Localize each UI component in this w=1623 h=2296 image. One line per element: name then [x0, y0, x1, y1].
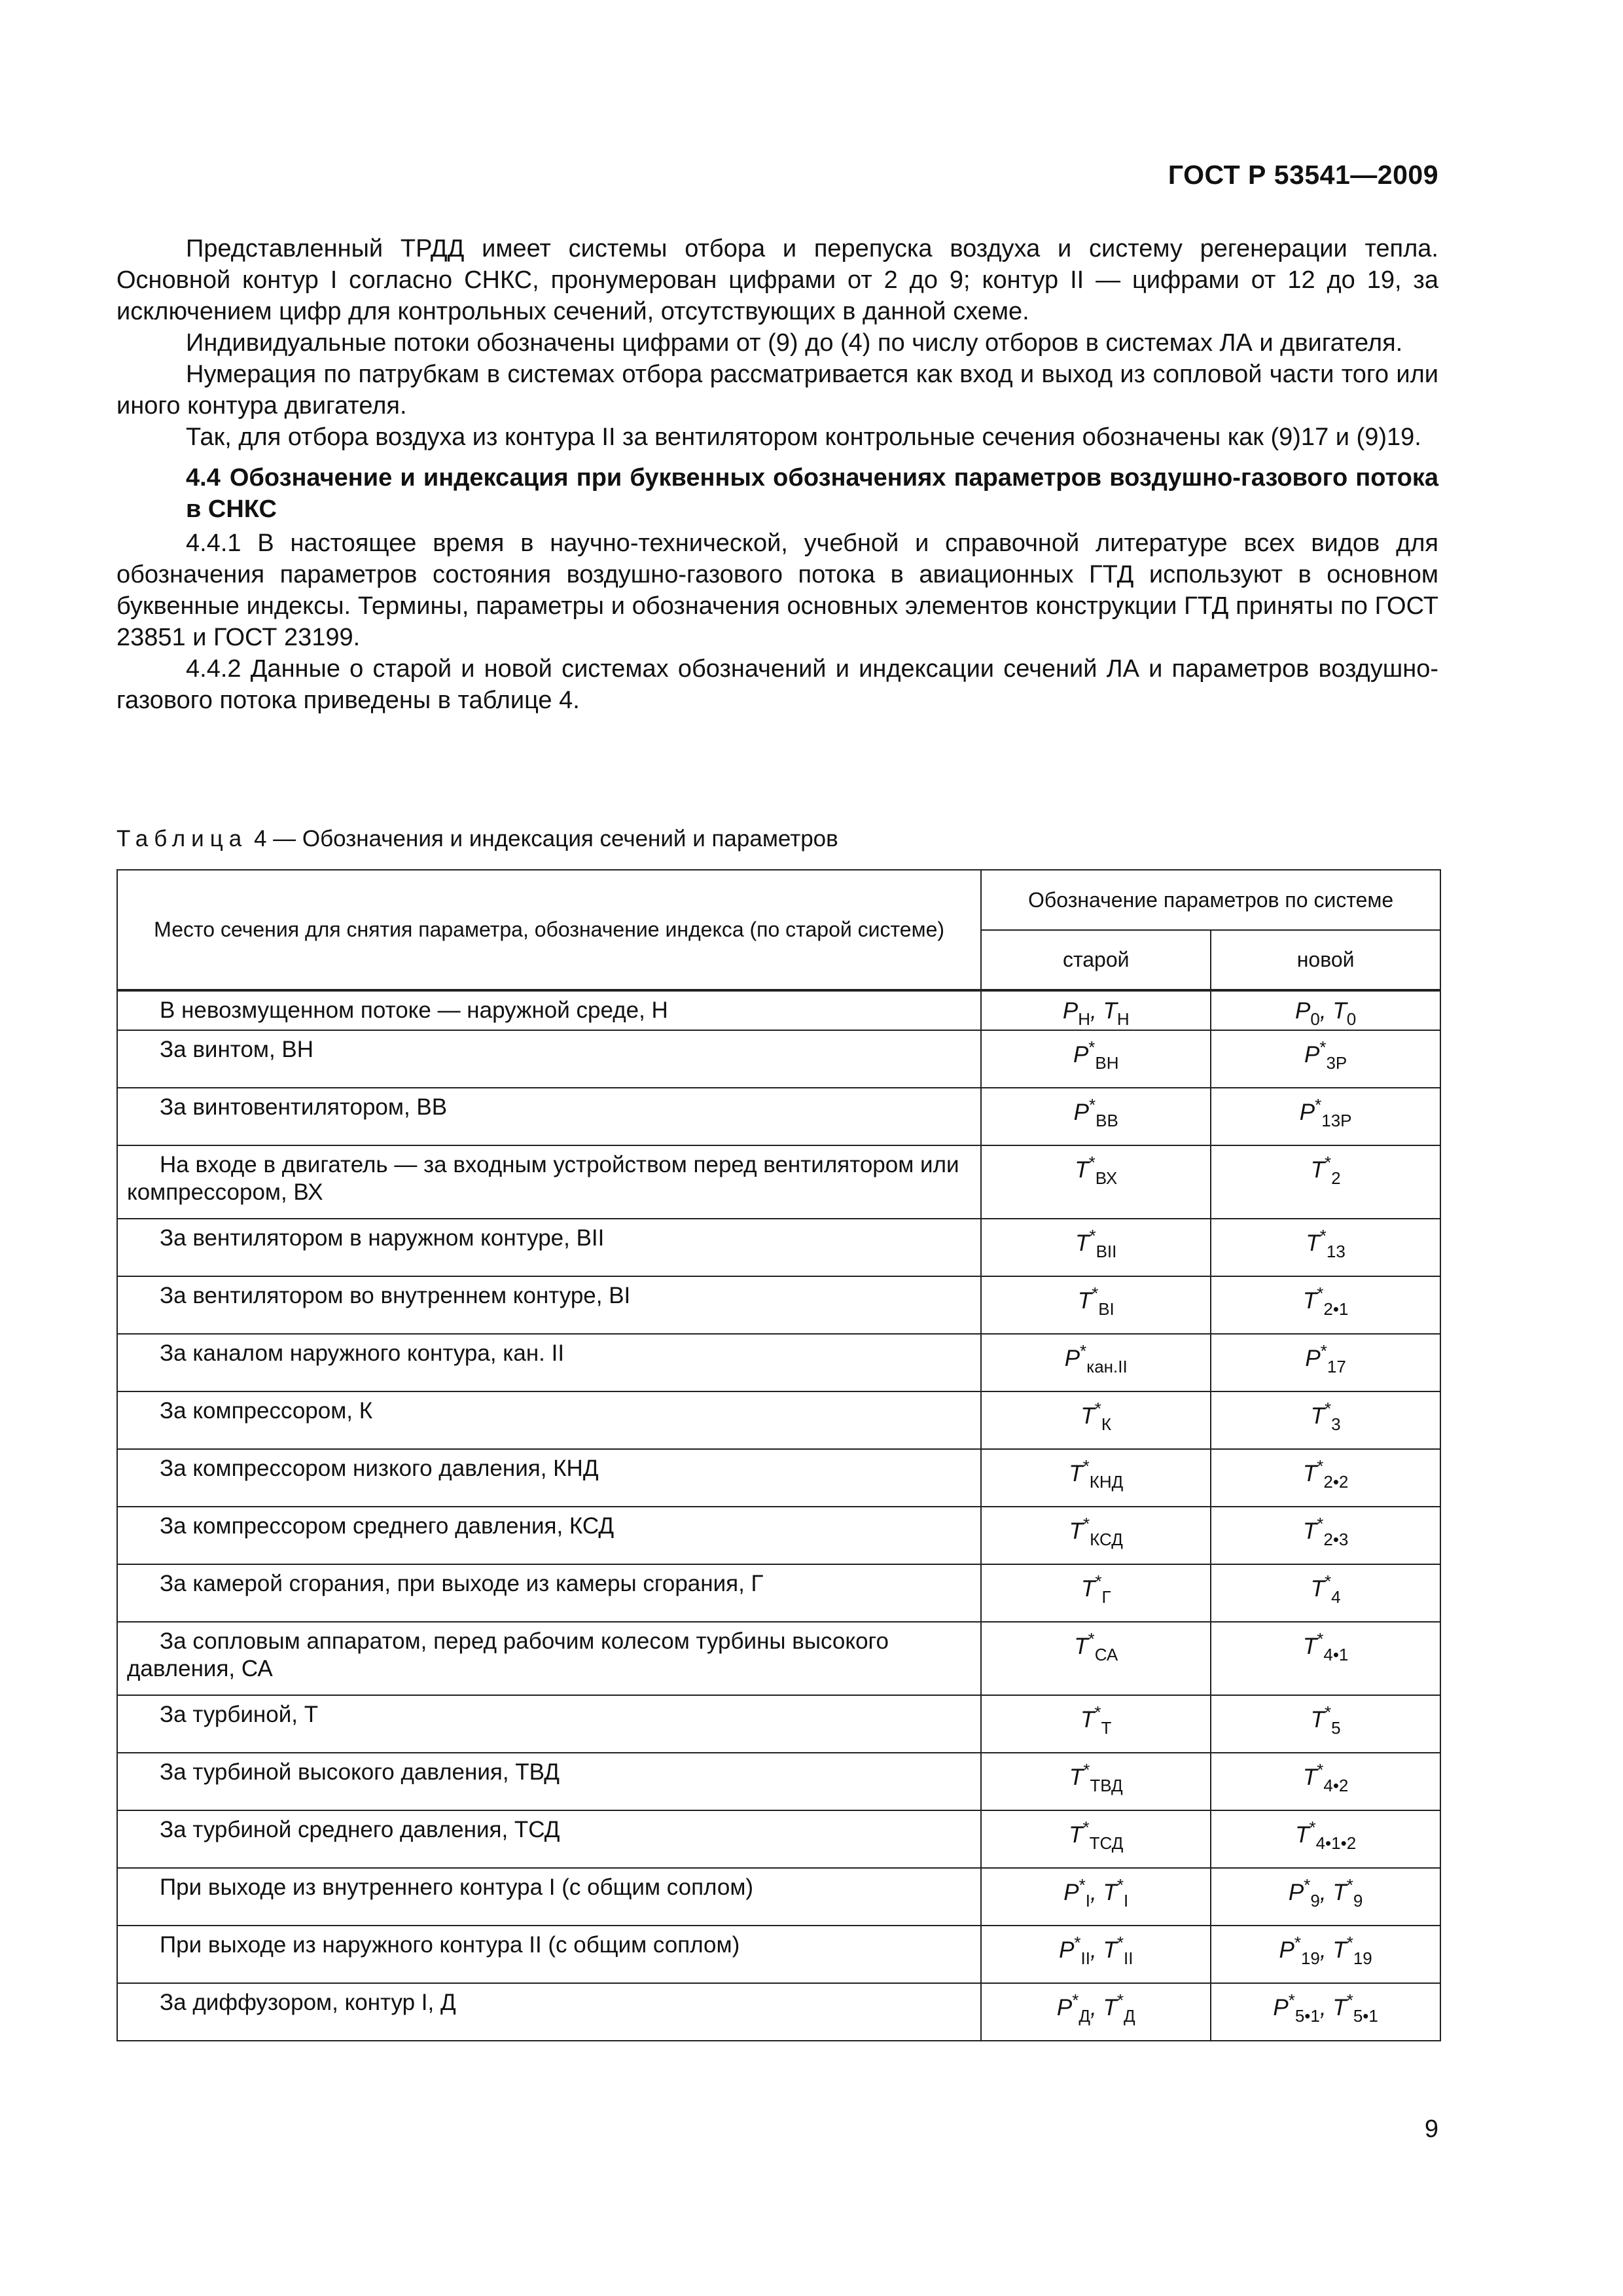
table-row: [117, 1391, 1440, 1449]
cell-place: [117, 990, 981, 1030]
section-heading: [186, 462, 1438, 525]
cell-place: [117, 1391, 981, 1449]
place-text: За сопловым аппаратом, перед рабочим колесом турбины высокого давления, СА: [127, 1628, 889, 1681]
cell-place: [117, 1926, 981, 1983]
table-body: [117, 990, 1440, 2041]
place-text: За вентилятором в наружном контуре, ВII: [160, 1225, 605, 1251]
cell-place: [117, 1753, 981, 1810]
cell-new-symbol: $T^*_{2•2}$: [1211, 1449, 1440, 1507]
cell-new-symbol: $T^*_{4•1•2}$: [1211, 1810, 1440, 1868]
cell-place: [117, 1507, 981, 1564]
cell-new-symbol: $T^*_{4•2}$: [1211, 1753, 1440, 1810]
cell-place: [117, 1030, 981, 1088]
cell-old-symbol: $T^*_Г$: [981, 1564, 1211, 1622]
paragraph: Представленный ТРДД имеет системы отбора и перепуска воздуха и систему регенерации тепла. Основной контур I согласно СНКС, пронумерован цифрами от 2 до 9; контур II — цифрами от 12 до 19, за исключением цифр для контрольных сечений, отсутствующих в данной схеме.: [116, 235, 1438, 325]
cell-old-symbol: $T^*_{ВХ}$: [981, 1145, 1211, 1219]
cell-new-symbol: $T^*_{2•3}$: [1211, 1507, 1440, 1564]
place-text: За турбиной, Т: [160, 1702, 319, 1727]
cell-place: [117, 1564, 981, 1622]
place-text: При выходе из наружного контура II (с общим соплом): [160, 1932, 740, 1958]
place-text: В невозмущенном потоке — наружной среде, Н: [160, 997, 668, 1023]
place-text: За компрессором, К: [160, 1398, 373, 1424]
place-text: За турбиной среднего давления, ТСД: [160, 1817, 560, 1842]
cell-old-symbol: $P^*_{ВВ}$: [981, 1088, 1211, 1145]
document-code-header: ГОСТ Р 53541—2009: [1168, 160, 1438, 190]
paragraph: Так, для отбора воздуха из контура II за вентилятором контрольные сечения обозначены как (9)17 и (9)19.: [186, 423, 1421, 451]
table-row: [117, 1564, 1440, 1622]
table-row: [117, 1449, 1440, 1507]
cell-old-symbol: $T^*_{ВI}$: [981, 1276, 1211, 1334]
table-row: [117, 1334, 1440, 1391]
table-caption-label: Таблица: [116, 826, 248, 852]
place-text: За камерой сгорания, при выходе из камеры сгорания, Г: [160, 1571, 764, 1596]
cell-new-symbol: $T^*_2$: [1211, 1145, 1440, 1219]
table-row: [117, 1276, 1440, 1334]
place-text: За турбиной высокого давления, ТВД: [160, 1759, 560, 1785]
table-row: [117, 1695, 1440, 1753]
cell-place: [117, 1695, 981, 1753]
place-text: За каналом наружного контура, кан. II: [160, 1340, 565, 1366]
cell-place: [117, 1983, 981, 2041]
cell-old-symbol: $T^*_{КНД}$: [981, 1449, 1211, 1507]
cell-place: [117, 1088, 981, 1145]
cell-place: [117, 1622, 981, 1695]
cell-new-symbol: $P^*_{19}$, $T^*_{19}$: [1211, 1926, 1440, 1983]
table-row: [117, 1810, 1440, 1868]
table-row: [117, 1868, 1440, 1926]
cell-new-symbol: $P_0$, $T_0$: [1211, 990, 1440, 1030]
cell-old-symbol: $T^*_{ВII}$: [981, 1219, 1211, 1276]
cell-new-symbol: $T^*_{2•1}$: [1211, 1276, 1440, 1334]
cell-old-symbol: $T^*_{ТСД}$: [981, 1810, 1211, 1868]
cell-new-symbol: $T^*_3$: [1211, 1391, 1440, 1449]
cell-old-symbol: $P_Н$, $T_Н$: [981, 990, 1211, 1030]
table-row: [117, 1507, 1440, 1564]
section-title: Обозначение и индексация при буквенных обозначениях параметров воздушно-газового потока в СНКС: [186, 464, 1438, 523]
paragraph: 4.4.1 В настоящее время в научно-технической, учебной и справочной литературе всех видов для обозначения параметров состояния воздушно-газового потока в авиационных ГТД используют в основном буквенные индексы. Термины, параметры и обозначения основных элементов конструкции ГТД приняты по ГОСТ 23851 и ГОСТ 23199.: [116, 529, 1438, 651]
place-text: При выходе из внутреннего контура I (с общим соплом): [160, 1874, 754, 1900]
cell-old-symbol: $P^*_{ВН}$: [981, 1030, 1211, 1088]
table-row: [117, 1088, 1440, 1145]
cell-place: [117, 1868, 981, 1926]
place-text: За вентилятором во внутреннем контуре, ВI: [160, 1283, 631, 1308]
cell-place: [117, 1276, 981, 1334]
cell-new-symbol: $P^*_{5•1}$, $T^*_{5•1}$: [1211, 1983, 1440, 2041]
column-header-old: старой: [981, 930, 1211, 990]
place-text: За диффузором, контур I, Д: [160, 1990, 456, 2015]
table-row: [117, 1753, 1440, 1810]
cell-old-symbol: $T^*_{СА}$: [981, 1622, 1211, 1695]
table-row: [117, 1219, 1440, 1276]
cell-new-symbol: $P^*_9$, $T^*_9$: [1211, 1868, 1440, 1926]
table-row: [117, 1030, 1440, 1088]
cell-new-symbol: $T^*_{4•1}$: [1211, 1622, 1440, 1695]
cell-new-symbol: $P^*_{3Р}$: [1211, 1030, 1440, 1088]
cell-new-symbol: $T^*_{13}$: [1211, 1219, 1440, 1276]
cell-old-symbol: $P^*_I$, $T^*_I$: [981, 1868, 1211, 1926]
table-row: [117, 1983, 1440, 2041]
place-text: За компрессором низкого давления, КНД: [160, 1456, 599, 1481]
column-group-header: Обозначение параметров по системе: [981, 870, 1440, 930]
cell-old-symbol: $T^*_{КСД}$: [981, 1507, 1211, 1564]
cell-new-symbol: $T^*_5$: [1211, 1695, 1440, 1753]
cell-place: [117, 1145, 981, 1219]
place-text: За винтовентилятором, ВВ: [160, 1094, 448, 1120]
cell-place: [117, 1219, 981, 1276]
table-caption-text: 4 — Обозначения и индексация сечений и параметров: [253, 826, 838, 852]
table-row: [117, 1145, 1440, 1219]
cell-new-symbol: $P^*_{13Р}$: [1211, 1088, 1440, 1145]
place-text: За винтом, ВН: [160, 1037, 314, 1062]
cell-new-symbol: $P^*_{17}$: [1211, 1334, 1440, 1391]
designation-table: [116, 869, 1441, 2041]
cell-place: [117, 1810, 981, 1868]
cell-place: [117, 1334, 981, 1391]
cell-new-symbol: $T^*_4$: [1211, 1564, 1440, 1622]
cell-old-symbol: $P^*_{кан.II}$: [981, 1334, 1211, 1391]
cell-place: [117, 1449, 981, 1507]
table-caption: [116, 826, 838, 852]
table-row: [117, 990, 1440, 1030]
page-number: 9: [1424, 2115, 1438, 2143]
place-text: На входе в двигатель — за входным устройством перед вентилятором или компрессором, ВХ: [127, 1152, 959, 1205]
paragraph: 4.4.2 Данные о старой и новой системах обозначений и индексации сечений ЛА и параметров воздушно-газового потока приведены в таблице 4.: [116, 655, 1438, 714]
cell-old-symbol: $P^*_{II}$, $T^*_{II}$: [981, 1926, 1211, 1983]
body-text: [116, 233, 1438, 716]
table-row: [117, 1622, 1440, 1695]
table-row: [117, 1926, 1440, 1983]
paragraph: Индивидуальные потоки обозначены цифрами от (9) до (4) по числу отборов в системах ЛА и двигателя.: [186, 329, 1403, 357]
paragraph: Нумерация по патрубкам в системах отбора рассматривается как вход и выход из сопловой части того или иного контура двигателя.: [116, 361, 1438, 420]
cell-old-symbol: $P^*_Д$, $T^*_Д$: [981, 1983, 1211, 2041]
place-text: За компрессором среднего давления, КСД: [160, 1513, 615, 1539]
section-number: 4.4: [186, 464, 221, 492]
column-header-new: новой: [1211, 930, 1440, 990]
cell-old-symbol: $T^*_{ТВД}$: [981, 1753, 1211, 1810]
cell-old-symbol: $T^*_Т$: [981, 1695, 1211, 1753]
column-header-place: Место сечения для снятия параметра, обозначение индекса (по старой системе): [117, 870, 981, 990]
cell-old-symbol: $T^*_К$: [981, 1391, 1211, 1449]
